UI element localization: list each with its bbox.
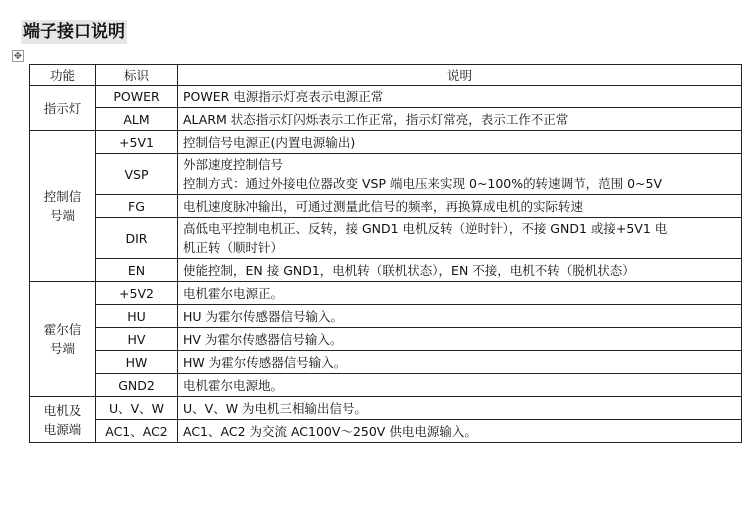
row-label: U、V、W <box>96 397 178 420</box>
row-description: HU 为霍尔传感器信号输入。 <box>178 305 742 328</box>
category-text: 号端 <box>49 208 75 223</box>
header-function: 功能 <box>30 65 96 86</box>
row-label: +5V2 <box>96 282 178 305</box>
description-line: 控制方式：通过外接电位器改变 VSP 端电压来实现 0~100%的转速调节，范围 0~5V <box>183 176 663 191</box>
category-indicator <box>30 86 96 131</box>
row-description: 电机霍尔电源地。 <box>178 374 742 397</box>
move-anchor-icon[interactable]: ✥ <box>13 51 23 62</box>
category-text: 指示灯 <box>43 100 82 116</box>
row-description: 控制信号电源正(内置电源输出) <box>178 131 742 154</box>
header-description: 说明 <box>178 65 742 86</box>
row-description: 电机速度脉冲输出，可通过测量此信号的频率，再换算成电机的实际转速 <box>178 195 742 218</box>
row-description: U、V、W 为电机三相输出信号。 <box>178 397 742 420</box>
table-row <box>30 86 742 108</box>
row-label: GND2 <box>96 374 178 397</box>
row-description: 使能控制，EN 接 GND1，电机转（联机状态），EN 不接，电机不转（脱机状态） <box>178 259 742 282</box>
row-label: +5V1 <box>96 131 178 154</box>
terminal-spec-table <box>29 64 742 443</box>
row-label: HV <box>96 328 178 351</box>
row-label: DIR <box>96 218 178 259</box>
table-row <box>30 131 742 154</box>
row-label: HU <box>96 305 178 328</box>
row-description: HW 为霍尔传感器信号输入。 <box>178 351 742 374</box>
category-text: 霍尔信 <box>43 322 82 337</box>
row-label: HW <box>96 351 178 374</box>
row-description: 电机霍尔电源正。 <box>178 282 742 305</box>
description-line: 机正转（顺时针） <box>183 240 284 255</box>
row-description: POWER 电源指示灯亮表示电源正常 <box>178 86 742 108</box>
row-description <box>178 154 742 195</box>
page-title: 端子接口说明 <box>23 22 125 42</box>
row-description: ALARM 状态指示灯闪烁表示工作正常，指示灯常亮，表示工作不正常 <box>178 108 742 131</box>
table-row <box>30 397 742 420</box>
table-row <box>30 351 742 374</box>
row-description: HV 为霍尔传感器信号输入。 <box>178 328 742 351</box>
row-label: AC1、AC2 <box>96 420 178 443</box>
category-text: 电机及 <box>43 402 82 418</box>
row-label: POWER <box>96 86 178 108</box>
row-label: ALM <box>96 108 178 131</box>
category-control-signal <box>30 131 96 282</box>
table-row <box>30 259 742 282</box>
table-header-row <box>30 65 742 86</box>
category-text: 控制信 <box>43 189 82 204</box>
table-row <box>30 328 742 351</box>
description-line: 外部速度控制信号 <box>183 157 284 172</box>
table-row <box>30 195 742 218</box>
category-text: 号端 <box>49 341 75 356</box>
table-row <box>30 108 742 131</box>
row-label: FG <box>96 195 178 218</box>
row-label: EN <box>96 259 178 282</box>
row-description <box>178 218 742 259</box>
table-row <box>30 282 742 305</box>
header-label: 标识 <box>96 65 178 86</box>
row-description: AC1、AC2 为交流 AC100V～250V 供电电源输入。 <box>178 420 742 443</box>
table-row <box>30 374 742 397</box>
description-line: 高低电平控制电机正、反转，接 GND1 电机反转（逆时针），不接 GND1 或接+5V1 电 <box>183 221 668 236</box>
category-text: 电源端 <box>43 421 82 437</box>
category-motor-power <box>30 397 96 443</box>
table-row <box>30 154 742 195</box>
row-label: VSP <box>96 154 178 195</box>
table-row <box>30 218 742 259</box>
table-row <box>30 305 742 328</box>
category-hall-signal <box>30 282 96 397</box>
table-row <box>30 420 742 443</box>
